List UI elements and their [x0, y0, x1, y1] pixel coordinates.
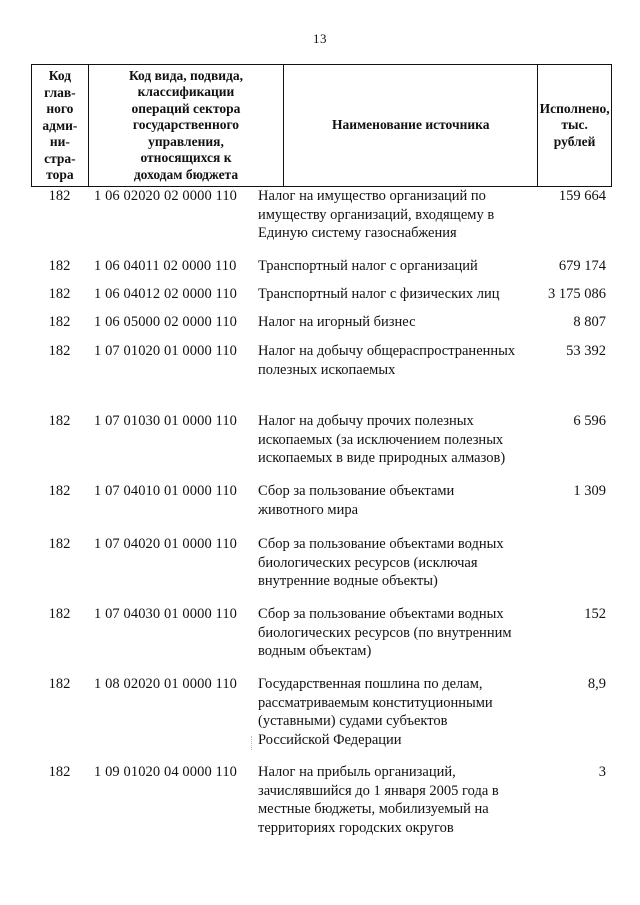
page-number: 13	[313, 31, 327, 46]
admin-code-cell: 182	[48, 314, 71, 330]
classification-code-cell: 1 07 04020 01 0000 110	[94, 536, 238, 552]
admin-code-cell: 182	[48, 188, 71, 204]
classification-code-cell: 1 07 01020 01 0000 110	[94, 343, 238, 359]
source-name-cell: Налог на имущество организаций по имуществу организаций, входящему в Единую систему газоснабжения	[258, 188, 495, 241]
admin-code-cell: 182	[48, 413, 71, 429]
amount-cell: 3 175 086	[548, 286, 606, 302]
admin-code-cell: 182	[48, 483, 71, 499]
source-name-cell: Налог на прибыль организаций, зачислявшийся до 1 января 2005 года в местные бюджеты, мобилизуемый на территориях городских округов	[258, 764, 499, 836]
amount-cell: 8,9	[587, 676, 606, 692]
header-admin-code: Код глав- ного адми- ни- стра- тора	[32, 65, 89, 186]
header-amount: Исполнено, тыс. рублей	[539, 100, 610, 149]
classification-code-cell: 1 07 04010 01 0000 110	[94, 483, 238, 499]
classification-code-cell: 1 09 01020 04 0000 110	[94, 764, 238, 780]
classification-code-cell: 1 06 04012 02 0000 110	[94, 286, 238, 302]
admin-code-cell: 182	[48, 286, 71, 302]
source-name-cell: Налог на добычу прочих полезных ископаемых (за исключением полезных ископаемых в виде природных алмазов)	[258, 413, 506, 466]
admin-code-cell: 182	[48, 343, 71, 359]
amount-cell: 159 664	[558, 188, 606, 204]
classification-code-cell: 1 06 02020 02 0000 110	[94, 188, 238, 204]
amount-cell: 53 392	[566, 343, 606, 359]
admin-code-cell: 182	[48, 676, 71, 692]
amount-cell: 8 807	[573, 314, 606, 330]
source-name-cell: Государственная пошлина по делам, рассматриваемым конституционными (уставными) судами субъектов Российской Федерации	[258, 676, 493, 748]
source-name-cell: Сбор за пользование объектами водных биологических ресурсов (исключая внутренние водные объекты)	[258, 536, 504, 589]
source-name-cell: Транспортный налог с физических лиц	[258, 286, 500, 302]
header-source-name: Наименование источника	[284, 65, 538, 186]
source-name-cell: Налог на игорный бизнес	[258, 314, 416, 330]
source-name-cell: Транспортный налог с организаций	[258, 258, 478, 274]
amount-cell: 679 174	[558, 258, 606, 274]
admin-code-cell: 182	[48, 764, 71, 780]
source-name-cell: Сбор за пользование объектами водных биологических ресурсов (по внутренним водным объектам)	[258, 606, 512, 659]
source-name-cell: Сбор за пользование объектами животного мира	[258, 483, 455, 518]
header-type-code: Код вида, подвида, классификации операций сектора государственного управления, относящихся к доходам бюджета	[89, 65, 284, 186]
admin-code-cell: 182	[48, 536, 71, 552]
classification-code-cell: 1 07 04030 01 0000 110	[94, 606, 238, 622]
classification-code-cell: 1 06 04011 02 0000 110	[94, 258, 237, 274]
amount-cell: 6 596	[573, 413, 606, 429]
amount-cell: 3	[598, 764, 606, 780]
classification-code-cell: 1 07 01030 01 0000 110	[94, 413, 238, 429]
classification-code-cell: 1 08 02020 01 0000 110	[94, 676, 238, 692]
amount-cell: 152	[584, 606, 606, 622]
table-header	[31, 64, 612, 187]
admin-code-cell: 182	[48, 258, 71, 274]
amount-cell: 1 309	[573, 483, 606, 499]
source-name-cell: Налог на добычу общераспространенных полезных ископаемых	[258, 343, 516, 378]
admin-code-cell: 182	[48, 606, 71, 622]
classification-code-cell: 1 06 05000 02 0000 110	[94, 314, 238, 330]
scan-artifact	[251, 736, 253, 750]
